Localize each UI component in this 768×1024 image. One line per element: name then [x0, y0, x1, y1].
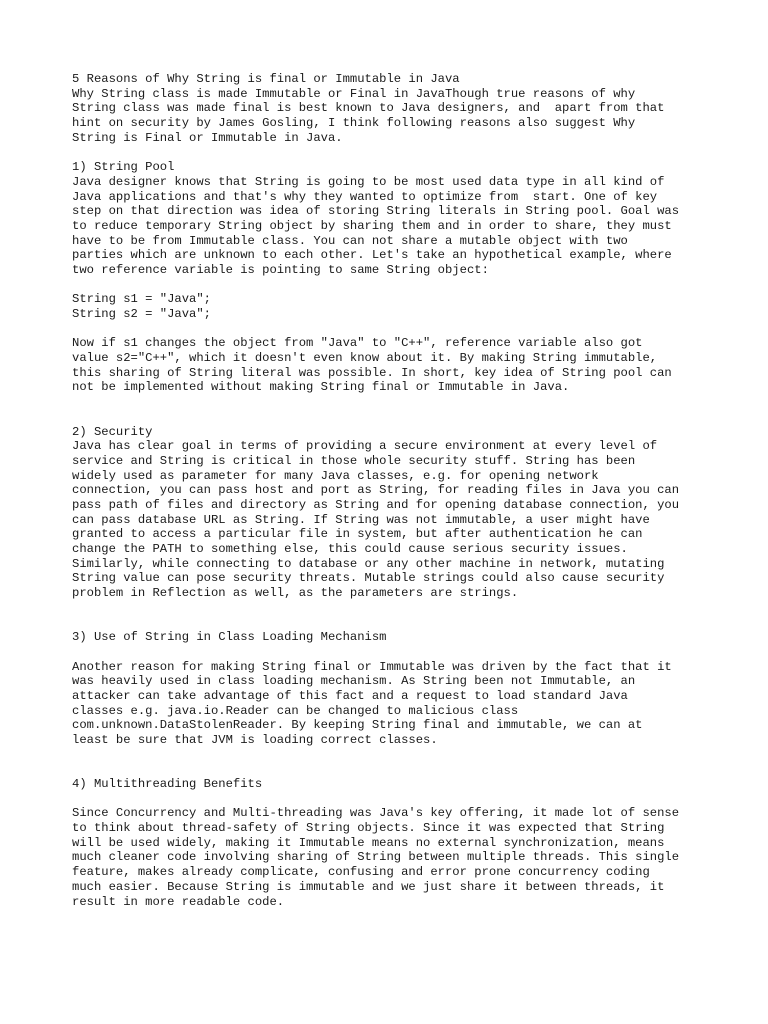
blank-line	[72, 792, 712, 807]
text-line: this sharing of String literal was possible. In short, key idea of String pool can	[72, 365, 672, 380]
text-line: change the PATH to something else, this could cause serious security issues.	[72, 542, 628, 556]
text-line: 1) String Pool	[72, 160, 175, 175]
text-line: 5 Reasons of Why String is final or Immutable in Java	[72, 72, 460, 86]
text-line: service and String is critical in those whole security stuff. String has been	[72, 453, 636, 468]
blank-line	[72, 395, 712, 410]
text-line: 3) Use of String in Class Loading Mechanism	[72, 630, 387, 645]
text-line: classes e.g. java.io.Reader can be changed to malicious class	[72, 703, 519, 718]
blank-line	[72, 410, 712, 425]
blank-line	[72, 601, 712, 616]
blank-line	[72, 322, 712, 337]
text-line: least be sure that JVM is loading correct classes.	[72, 732, 438, 747]
text-line: two reference variable is pointing to same String object:	[72, 262, 489, 277]
text-line: will be used widely, making it Immutable means no external synchronization, means	[72, 835, 665, 850]
text-line: not be implemented without making String final or Immutable in Java.	[72, 380, 570, 395]
text-line: was heavily used in class loading mechanism. As String been not Immutable, an	[72, 674, 636, 689]
text-line: step on that direction was idea of storing String literals in String pool. Goal was	[72, 204, 680, 219]
text-line: Java applications and that's why they wanted to optimize from start. One of key	[72, 189, 658, 204]
text-line: much easier. Because String is immutable and we just share it between threads, it	[72, 879, 665, 894]
blank-line	[72, 645, 712, 660]
text-line: String class was made final is best known to Java designers, and apart from that	[72, 101, 665, 116]
text-line: String is Final or Immutable in Java.	[72, 130, 343, 145]
text-line: String value can pose security threats. Mutable strings could also cause security	[72, 571, 665, 586]
text-line: to think about thread-safety of String objects. Since it was expected that String	[72, 821, 665, 836]
text-line: Similarly, while connecting to database or any other machine in network, mutating	[72, 556, 665, 571]
blank-line	[72, 748, 712, 763]
text-line: can pass database URL as String. If String was not immutable, a user might have	[72, 512, 650, 527]
text-line: Why String class is made Immutable or Final in JavaThough true reasons of why	[72, 86, 636, 101]
text-line: Now if s1 changes the object from "Java" to "C++", reference variable also got	[72, 336, 643, 351]
text-line: to reduce temporary String object by sharing them and in order to share, they must	[72, 218, 672, 233]
text-line: 4) Multithreading Benefits	[72, 777, 263, 791]
text-line: Since Concurrency and Multi-threading was Java's key offering, it made lot of sense	[72, 806, 680, 821]
text-line: feature, makes already complicate, confusing and error prone concurrency coding	[72, 865, 650, 880]
text-line: have to be from Immutable class. You can not share a mutable object with two	[72, 233, 628, 248]
text-line: 2) Security	[72, 424, 153, 439]
text-line: value s2="C++", which it doesn't even know about it. By making String immutable,	[72, 351, 658, 366]
document-body	[72, 72, 712, 909]
text-line: problem in Reflection as well, as the parameters are strings.	[72, 586, 519, 601]
text-line: Java has clear goal in terms of providing a secure environment at every level of	[72, 439, 658, 454]
blank-line	[72, 278, 712, 293]
blank-line	[72, 762, 712, 777]
text-line: pass path of files and directory as String and for opening database connection, you	[72, 497, 680, 512]
text-line: result in more readable code.	[72, 894, 285, 909]
text-line: much cleaner code involving sharing of String between multiple threads. This single	[72, 850, 680, 865]
text-line: granted to access a particular file in system, but after authentication he can	[72, 527, 643, 542]
text-line: Another reason for making String final or Immutable was driven by the fact that it	[72, 659, 672, 674]
text-line: connection, you can pass host and port as String, for reading files in Java you can	[72, 483, 680, 498]
text-line: String s2 = "Java";	[72, 307, 211, 321]
blank-line	[72, 615, 712, 630]
text-line: hint on security by James Gosling, I think following reasons also suggest Why	[72, 116, 636, 131]
text-line: attacker can take advantage of this fact and a request to load standard Java	[72, 688, 628, 703]
text-line: parties which are unknown to each other. Let's take an hypothetical example, where	[72, 248, 672, 263]
text-line: String s1 = "Java";	[72, 292, 211, 307]
blank-line	[72, 145, 712, 160]
text-line: widely used as parameter for many Java classes, e.g. for opening network	[72, 468, 599, 483]
text-line: Java designer knows that String is going to be most used data type in all kind of	[72, 174, 665, 189]
text-line: com.unknown.DataStolenReader. By keeping String final and immutable, we can at	[72, 718, 643, 733]
